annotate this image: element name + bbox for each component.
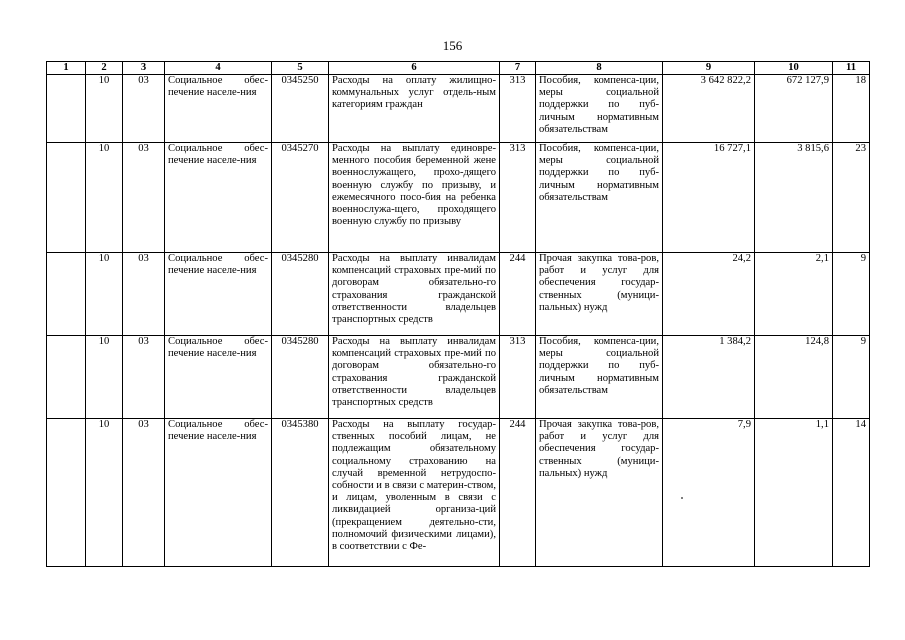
- cell-expense-type-name: Пособия, компенса-ции, меры социальной поддержки по пуб-личным нормативным обязательствам: [536, 336, 663, 419]
- cell-expense-type-code: 244: [500, 253, 536, 336]
- cell-expense-description: Расходы на выплату государ-ственных пособий лицам, не подлежащим обязательному социальному страхованию на случай временной нетрудоспо-собности и в связи с материн-ством, и лицам, уволенным в связи с ликвидацией организа-ций (прекращением деятельно-сти, полномочий физическими лицами), в соответствии с Фе-: [329, 419, 500, 567]
- cell-amount-col11: 23: [833, 143, 870, 253]
- table-row: [47, 75, 870, 143]
- cell-amount-col10: 124,8: [755, 336, 833, 419]
- cell-expense-type-name: Пособия, компенса-ции, меры социальной поддержки по пуб-личным нормативным обязательствам: [536, 75, 663, 143]
- cell-subsection: 03: [123, 143, 165, 253]
- cell-expense-type-name: Прочая закупка това-ров, работ и услуг для обеспечения государ-ственных (муници-пальных) нужд: [536, 253, 663, 336]
- cell-amount-col10: 1,1: [755, 419, 833, 567]
- cell-amount-col11: 18: [833, 75, 870, 143]
- cell-col1: [47, 419, 86, 567]
- column-header-6: 6: [329, 62, 500, 75]
- cell-section-name: Социальное обес-печение населе-ния: [165, 253, 272, 336]
- column-header-4: 4: [165, 62, 272, 75]
- cell-col1: [47, 143, 86, 253]
- cell-amount-col11: 14: [833, 419, 870, 567]
- cell-expense-type-name: Пособия, компенса-ции, меры социальной поддержки по пуб-личным нормативным обязательствам: [536, 143, 663, 253]
- cell-section: 10: [86, 336, 123, 419]
- column-header-7: 7: [500, 62, 536, 75]
- cell-amount-col9: 3 642 822,2: [663, 75, 755, 143]
- cell-col1: [47, 253, 86, 336]
- cell-target-code: 0345270: [272, 143, 329, 253]
- cell-amount-col11: 9: [833, 336, 870, 419]
- table-row: [47, 419, 870, 567]
- cell-section: 10: [86, 419, 123, 567]
- cell-subsection: 03: [123, 419, 165, 567]
- cell-section: 10: [86, 253, 123, 336]
- cell-section-name: Социальное обес-печение населе-ния: [165, 143, 272, 253]
- cell-amount-col9: 7,9: [663, 419, 755, 567]
- cell-expense-description: Расходы на выплату инвалидам компенсаций страховых пре-мий по договорам обязательно-го страхования гражданской ответственности владельцев транспортных средств: [329, 253, 500, 336]
- cell-col1: [47, 336, 86, 419]
- cell-amount-col9: 16 727,1: [663, 143, 755, 253]
- column-header-3: 3: [123, 62, 165, 75]
- cell-target-code: 0345380: [272, 419, 329, 567]
- page-number: 156: [442, 38, 463, 53]
- cell-expense-type-code: 313: [500, 336, 536, 419]
- cell-section-name: Социальное обес-печение населе-ния: [165, 419, 272, 567]
- header-row: [47, 62, 870, 75]
- cell-amount-col9: 1 384,2: [663, 336, 755, 419]
- cell-target-code: 0345280: [272, 336, 329, 419]
- cell-section: 10: [86, 75, 123, 143]
- cell-amount-col10: 3 815,6: [755, 143, 833, 253]
- scan-speck: [681, 497, 683, 499]
- table-row: [47, 143, 870, 253]
- table-row: [47, 336, 870, 419]
- cell-amount-col9: 24,2: [663, 253, 755, 336]
- cell-expense-type-code: 313: [500, 143, 536, 253]
- cell-target-code: 0345280: [272, 253, 329, 336]
- cell-expense-type-code: 313: [500, 75, 536, 143]
- cell-subsection: 03: [123, 253, 165, 336]
- cell-amount-col10: 2,1: [755, 253, 833, 336]
- cell-amount-col11: 9: [833, 253, 870, 336]
- column-header-1: 1: [47, 62, 86, 75]
- column-header-9: 9: [663, 62, 755, 75]
- cell-section: 10: [86, 143, 123, 253]
- table-row: [47, 253, 870, 336]
- cell-section-name: Социальное обес-печение населе-ния: [165, 75, 272, 143]
- cell-subsection: 03: [123, 75, 165, 143]
- budget-table: [46, 61, 870, 567]
- cell-col1: [47, 75, 86, 143]
- column-header-8: 8: [536, 62, 663, 75]
- cell-expense-description: Расходы на выплату инвалидам компенсаций страховых пре-мий по договорам обязательно-го страхования гражданской ответственности владельцев транспортных средств: [329, 336, 500, 419]
- cell-expense-type-name: Прочая закупка това-ров, работ и услуг для обеспечения государ-ственных (муници-пальных) нужд: [536, 419, 663, 567]
- cell-target-code: 0345250: [272, 75, 329, 143]
- cell-section-name: Социальное обес-печение населе-ния: [165, 336, 272, 419]
- cell-expense-type-code: 244: [500, 419, 536, 567]
- column-header-5: 5: [272, 62, 329, 75]
- cell-expense-description: Расходы на оплату жилищно-коммунальных услуг отдель-ным категориям граждан: [329, 75, 500, 143]
- cell-subsection: 03: [123, 336, 165, 419]
- column-header-11: 11: [833, 62, 870, 75]
- cell-expense-description: Расходы на выплату единовре-менного пособия беременной жене военнослужащего, прохо-дящего военную службу по призыву, и ежемесячного посо-бия на ребенка военнослужа-щего, проходящего военную службу по призыву: [329, 143, 500, 253]
- column-header-10: 10: [755, 62, 833, 75]
- column-header-2: 2: [86, 62, 123, 75]
- cell-amount-col10: 672 127,9: [755, 75, 833, 143]
